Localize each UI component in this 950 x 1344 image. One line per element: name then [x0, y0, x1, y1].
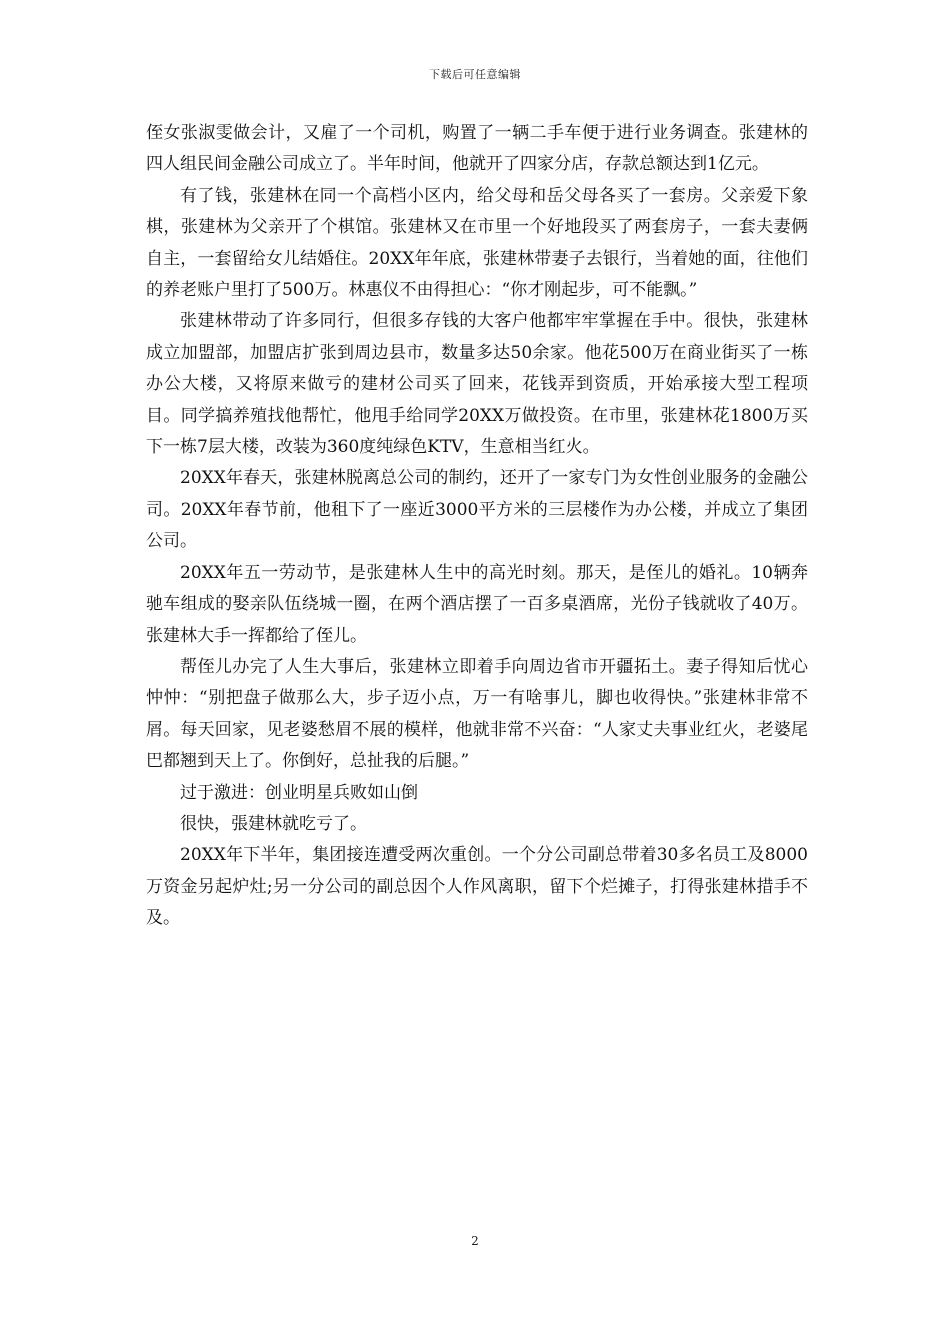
- paragraph-1: 侄女张淑雯做会计，又雇了一个司机，购置了一辆二手车便于进行业务调查。张建林的四人组民间金融公司成立了。半年时间，他就开了四家分店，存款总额达到1亿元。: [146, 123, 808, 175]
- page-header: 下载后可任意编辑: [429, 68, 521, 81]
- paragraph-3: 张建林带动了许多同行，但很多存钱的大客户他都牢牢掌握在手中。很快，张建林成立加盟部，加盟店扩张到周边县市，数量多达50余家。他花500万在商业街买了一栋办公大楼，又将原来做亏的建材公司买了回来，花钱弄到资质，开始承接大型工程项目。同学搞养殖找他帮忙，他甩手给同学20XX万做投资。在市里，张建林花1800万买下一栋7层大楼，改装为360度纯绿色KTV，生意相当红火。: [146, 311, 808, 458]
- paragraph-8: 20XX年下半年，集团接连遭受两次重创。一个分公司副总带着30多名员工及8000万资金另起炉灶;另一分公司的副总因个人作风离职，留下个烂摊子，打得张建林措手不及。: [146, 845, 808, 929]
- section-heading: 过于激进：创业明星兵败如山倒: [180, 782, 418, 803]
- page-number: 2: [471, 1234, 479, 1248]
- paragraph-5: 20XX年五一劳动节，是张建林人生中的高光时刻。那天，是侄儿的婚礼。10辆奔驰车组成的娶亲队伍绕城一圈，在两个酒店摆了一百多桌酒席，光份子钱就收了40万。张建林大手一挥都给了侄儿。: [146, 562, 808, 646]
- paragraph-7: 很快，張建林就吃亏了。: [180, 813, 367, 834]
- paragraph-6: 帮侄儿办完了人生大事后，张建林立即着手向周边省市开疆拓土。妻子得知后忧心忡忡：“别把盘子做那么大，步子迈小点，万一有啥事儿，脚也收得快。”张建林非常不屑。每天回家，见老婆愁眉不展的模样，他就非常不兴奋：“人家丈夫事业红火，老婆尾巴都翘到天上了。你倒好，总扯我的后腿。”: [146, 656, 808, 772]
- paragraph-2: 有了钱，张建林在同一个高档小区内，给父母和岳父母各买了一套房。父亲爱下象棋，张建林为父亲开了个棋馆。张建林又在市里一个好地段买了两套房子，一套夫妻俩自主，一套留给女儿结婚住。20XX年年底，张建林带妻子去银行，当着她的面，往他们的养老账户里打了500万。林惠仪不由得担心：“你才刚起步，可不能飘。”: [146, 185, 808, 301]
- document-body: [146, 118, 808, 935]
- paragraph-4: 20XX年春天，张建林脱离总公司的制约，还开了一家专门为女性创业服务的金融公司。20XX年春节前，他租下了一座近3000平方米的三层楼作为办公楼，并成立了集团公司。: [146, 468, 808, 552]
